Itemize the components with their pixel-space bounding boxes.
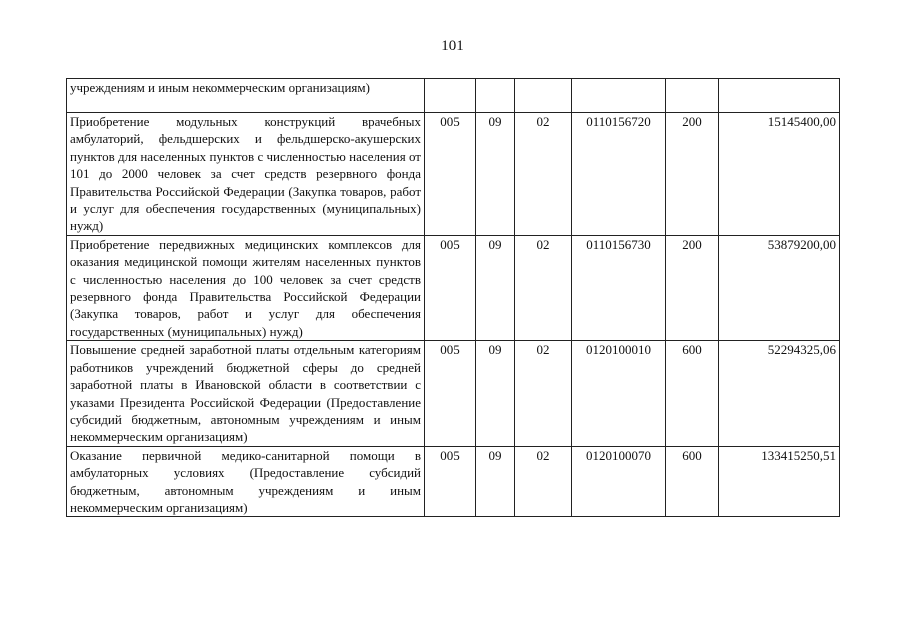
table-row	[67, 235, 840, 340]
row-description: Оказание первичной медико-санитарной помощи в амбулаторных условиях (Предоставление субсидий бюджетным, автономным учреждениям и иным некоммерческим организациям)	[67, 446, 425, 517]
target-item-code: 0110156730	[572, 235, 666, 340]
expense-type-code: 200	[666, 113, 719, 236]
subsection-code: 02	[515, 235, 572, 340]
ministry-code	[425, 79, 476, 113]
table-row	[67, 446, 840, 517]
subsection-code: 02	[515, 446, 572, 517]
ministry-code: 005	[425, 235, 476, 340]
ministry-code: 005	[425, 341, 476, 446]
target-item-code	[572, 79, 666, 113]
expense-type-code	[666, 79, 719, 113]
table-row	[67, 79, 840, 113]
row-description: учреждениям и иным некоммерческим организациям)	[67, 79, 425, 113]
table-row	[67, 113, 840, 236]
target-item-code: 0120100010	[572, 341, 666, 446]
target-item-code: 0120100070	[572, 446, 666, 517]
section-code	[476, 79, 515, 113]
page-number: 101	[441, 38, 464, 54]
amount-value: 15145400,00	[719, 113, 840, 236]
table-row	[67, 341, 840, 446]
subsection-code	[515, 79, 572, 113]
row-description: Приобретение передвижных медицинских комплексов для оказания медицинской помощи жителям населенных пунктов с численностью населения до 100 человек за счет средств резервного фонда Правительства Российской Федерации (Закупка товаров, работ и услуг для обеспечения государственных (муниципальных) нужд)	[67, 235, 425, 340]
amount-value	[719, 79, 840, 113]
target-item-code: 0110156720	[572, 113, 666, 236]
section-code: 09	[476, 235, 515, 340]
expense-type-code: 200	[666, 235, 719, 340]
section-code: 09	[476, 113, 515, 236]
ministry-code: 005	[425, 446, 476, 517]
expense-type-code: 600	[666, 341, 719, 446]
amount-value: 133415250,51	[719, 446, 840, 517]
section-code: 09	[476, 446, 515, 517]
section-code: 09	[476, 341, 515, 446]
subsection-code: 02	[515, 341, 572, 446]
subsection-code: 02	[515, 113, 572, 236]
row-description: Приобретение модульных конструкций врачебных амбулаторий, фельдшерских и фельдшерско-акушерских пунктов для населенных пунктов с численностью населения от 101 до 2000 человек за счет средств резервного фонда Правительства Российской Федерации (Закупка товаров, работ и услуг для обеспечения государственных (муниципальных) нужд)	[67, 113, 425, 236]
expense-type-code: 600	[666, 446, 719, 517]
row-description: Повышение средней заработной платы отдельным категориям работников учреждений бюджетной сферы до средней заработной платы в Ивановской области в соответствии с указами Президента Российской Федерации (Предоставление субсидий бюджетным, автономным учреждениям и иным некоммерческим организациям)	[67, 341, 425, 446]
amount-value: 53879200,00	[719, 235, 840, 340]
ministry-code: 005	[425, 113, 476, 236]
budget-table	[66, 78, 840, 517]
amount-value: 52294325,06	[719, 341, 840, 446]
